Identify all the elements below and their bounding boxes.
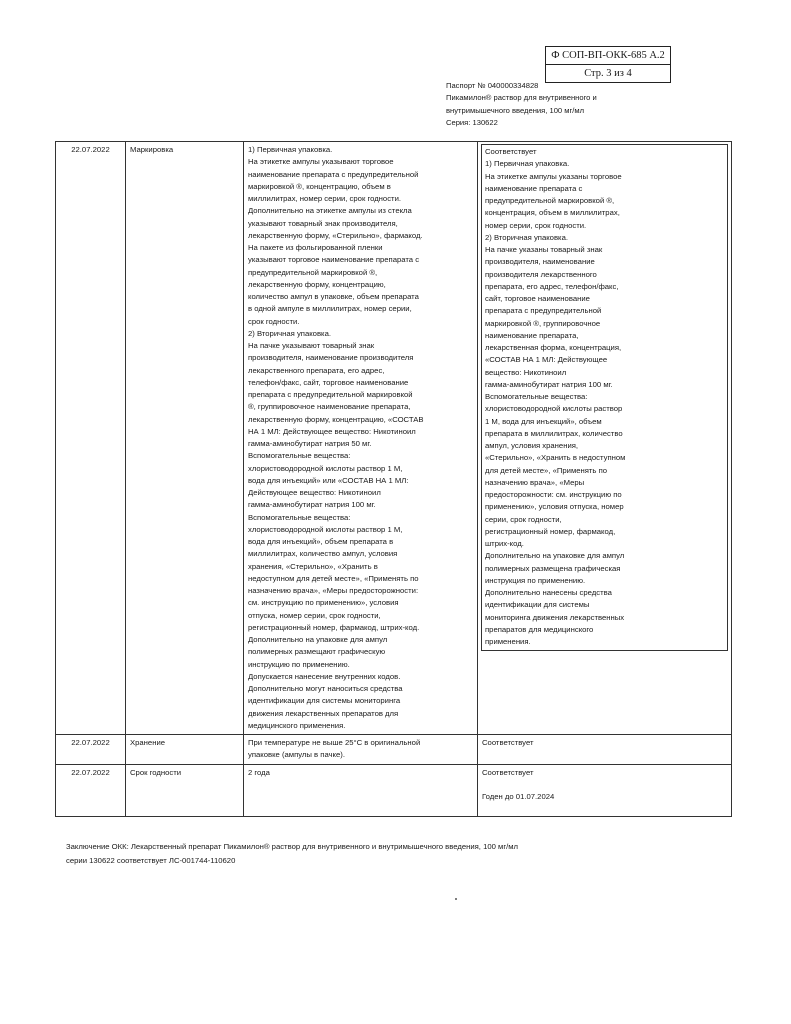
requirement-line: см. инструкцию по применению», условия (248, 598, 399, 608)
requirement-line: препарата с предупредительной маркировкой (248, 390, 413, 399)
date-cell: 22.07.2022 (56, 735, 126, 765)
result-line: препарата с предупредительной (485, 306, 602, 316)
requirement-line: движения лекарственных препаратов для (248, 708, 399, 718)
requirement-line: НА 1 МЛ: Действующее вещество: Никотиноил (248, 426, 416, 436)
requirement-line: телефон/факс, сайт, торговое наименование (248, 377, 409, 387)
indicator-cell: Маркировка (126, 142, 244, 735)
requirement-line: лекарственную форму, концентрацию, «СОСТАВ (248, 414, 424, 424)
result-line: наименование препарата, (485, 330, 579, 340)
requirement-line: На этикетке ампулы указывают торговое (248, 157, 394, 167)
requirement-line: упаковке (ампулы в пачке). (248, 750, 345, 760)
requirement-line: Допускается нанесение внутренних кодов. (248, 671, 401, 681)
requirement-cell (244, 142, 478, 735)
requirement-line: хлористоводородной кислоты раствор 1 М, (248, 524, 403, 534)
requirement-line: идентификации для системы мониторинга (248, 696, 401, 706)
requirement-line: хранения, «Стерильно», «Хранить в (248, 561, 378, 571)
requirement-line: указывают товарный знак производителя, (248, 218, 398, 228)
requirement-line: Вспомогательные вещества: (248, 451, 351, 461)
scan-speck (455, 898, 457, 900)
indicator-cell: Хранение (126, 735, 244, 765)
batch-number: Серия: 130622 (446, 118, 498, 128)
product-name-line-1: Пикамилон® раствор для внутривенного и (446, 93, 597, 103)
requirement-line: вода для инъекций», объем препарата в (248, 537, 394, 546)
result-line: номер серии, срок годности. (485, 220, 587, 230)
requirement-line: хлористоводородной кислоты раствор 1 М, (248, 463, 403, 473)
date-cell: 22.07.2022 (56, 142, 126, 735)
requirement-line: указывают торговое наименование препарата с (248, 255, 420, 265)
result-line: гамма-аминобутират натрия 100 мг. (485, 379, 613, 389)
result-line: регистрационный номер, фармакод, (485, 526, 616, 536)
requirement-line: миллилитрах, номер серии, срок годности. (248, 194, 401, 203)
conclusion-line-1: Заключение ОКК: Лекарственный препарат Пикамилон® раствор для внутривенного и внутримышечного введения, 100 мг/мл (66, 842, 519, 851)
requirement-line: регистрационный номер, фармакод, штрих-код. (248, 622, 420, 632)
result-line: идентификации для системы (485, 600, 590, 610)
requirement-cell (244, 765, 478, 817)
requirement-line: ®, группировочное наименование препарата, (248, 402, 411, 412)
result-line: инструкция по применению. (485, 575, 586, 585)
requirement-line: На пачке указывают товарный знак (248, 341, 375, 350)
requirement-line: вода для инъекций» или «СОСТАВ НА 1 МЛ: (248, 475, 409, 485)
result-line: штрих-код. (485, 539, 524, 548)
conclusion-line-2: серии 130622 соответствует ЛС-001744-110620 (66, 856, 236, 865)
requirement-line: медицинского применения. (248, 720, 346, 730)
result-line: серии, срок годности, (485, 514, 562, 524)
result-line: предупредительной маркировкой ®, (485, 196, 615, 205)
result-cell (478, 765, 732, 817)
result-line: наименование препарата с (485, 183, 583, 193)
result-line: сайт, торговое наименование (485, 294, 590, 303)
requirement-line: Вспомогательные вещества: (248, 512, 351, 522)
requirement-line: инструкцию по применению. (248, 659, 350, 669)
requirement-line: назначению врача», «Меры предосторожности: (248, 586, 419, 595)
requirement-line: Дополнительно могут наноситься средства (248, 684, 403, 693)
requirement-line: Дополнительно на упаковке для ампул (248, 635, 388, 644)
date-cell: 22.07.2022 (56, 765, 126, 817)
requirement-line: 2) Вторичная упаковка. (248, 328, 331, 338)
requirement-line: наименование препарата с предупредительной (248, 169, 419, 179)
result-line: полимерных размещена графическая (485, 563, 621, 573)
result-line: вещество: Никотиноил (485, 367, 567, 377)
result-line: «Стерильно», «Хранить в недоступном (485, 453, 626, 463)
result-line: 1) Первичная упаковка. (485, 159, 570, 169)
requirement-line: Действующее вещество: Никотиноил (248, 488, 381, 497)
results-table (55, 141, 732, 817)
result-cell (478, 735, 732, 765)
result-line: препарата, его адрес, телефон/факс, (485, 281, 619, 291)
result-line: Соответствует (482, 738, 534, 747)
result-line: для детей месте», «Применять по (485, 465, 608, 475)
passport-number: Паспорт № 040000334828 (446, 81, 539, 90)
result-line: «СОСТАВ НА 1 МЛ: Действующее (485, 355, 608, 365)
form-code-stamp (545, 46, 671, 83)
requirement-line: предупредительной маркировкой ®, (248, 267, 378, 277)
product-name-line-2: внутримышечного введения, 100 мг/мл (446, 105, 585, 115)
requirement-line: лекарственную форму, «Стерильно», фармакод. (248, 230, 423, 240)
table-row (56, 765, 732, 817)
requirement-line: в одной ампуле в миллилитрах, номер серии, (248, 304, 412, 314)
result-line: хлористоводородной кислоты раствор (485, 404, 623, 414)
requirement-line: количество ампул в упаковке, объем препарата (248, 292, 419, 301)
result-box (481, 144, 728, 651)
requirement-line: маркировкой ®, концентрацию, объем в (248, 181, 391, 191)
requirement-line: отпуска, номер серии, срок годности, (248, 610, 381, 620)
requirement-line: лекарственную форму, концентрацию, (248, 279, 386, 289)
result-line: На пачке указаны товарный знак (485, 245, 603, 254)
result-line: концентрация, объем в миллилитрах, (485, 208, 620, 218)
result-line: Соответствует (482, 768, 534, 777)
result-line: препарата в миллилитрах, количество (485, 428, 623, 438)
requirement-line: гамма-аминобутират натрия 100 мг. (248, 500, 376, 510)
requirement-line: Дополнительно на этикетке ампулы из стекла (248, 206, 412, 216)
requirement-line: производителя, наименование производителя (248, 353, 414, 363)
result-line (482, 779, 727, 791)
result-line: применению», условия отпуска, номер (485, 502, 624, 512)
result-line: Дополнительно на упаковке для ампул (485, 551, 625, 561)
result-line: 1 М, вода для инъекций», объем (485, 416, 602, 426)
table-row (56, 142, 732, 735)
result-line: препаратов для медицинского (485, 624, 594, 634)
result-line: мониторинга движения лекарственных (485, 612, 625, 622)
result-line: производителя лекарственного (485, 269, 597, 279)
result-line: ампул, условия хранения, (485, 441, 579, 450)
requirement-line: недоступном для детей месте», «Применять по (248, 573, 419, 583)
requirement-line: На пакете из фольгированной пленки (248, 243, 383, 252)
requirement-cell (244, 735, 478, 765)
result-line: назначению врача», «Меры (485, 477, 585, 487)
table-row (56, 735, 732, 765)
requirement-line: миллилитрах, количество ампул, условия (248, 549, 398, 559)
requirement-line: полимерных размещают графическую (248, 647, 386, 657)
requirement-line: лекарственного препарата, его адрес, (248, 365, 385, 375)
page-number: Стр. 3 из 4 (546, 64, 670, 82)
conclusion (66, 840, 746, 868)
result-line: применения. (485, 637, 531, 646)
result-line: производителя, наименование (485, 257, 595, 267)
result-line: 2) Вторичная упаковка. (485, 232, 568, 242)
passport-header (446, 80, 746, 130)
result-cell (478, 142, 732, 735)
result-line: предосторожности: см. инструкцию по (485, 490, 622, 499)
requirement-line: При температуре не выше 25°С в оригинальной (248, 738, 421, 747)
requirement-line: 2 года (248, 768, 270, 777)
requirement-line: гамма-аминобутират натрия 50 мг. (248, 439, 372, 448)
requirement-line: срок годности. (248, 316, 300, 326)
result-line: Дополнительно нанесены средства (485, 588, 612, 597)
result-line: Соответствует (485, 147, 537, 156)
form-code: Ф СОП-ВП-ОКК-685 А.2 (551, 50, 665, 61)
result-line: лекарственная форма, концентрация, (485, 343, 622, 352)
result-line: Вспомогательные вещества: (485, 392, 588, 401)
indicator-cell: Срок годности (126, 765, 244, 817)
result-line: На этикетке ампулы указаны торговое (485, 171, 622, 181)
result-line: маркировкой ®, группировочное (485, 318, 601, 328)
requirement-line: 1) Первичная упаковка. (248, 145, 333, 154)
result-line: Годен до 01.07.2024 (482, 792, 555, 802)
